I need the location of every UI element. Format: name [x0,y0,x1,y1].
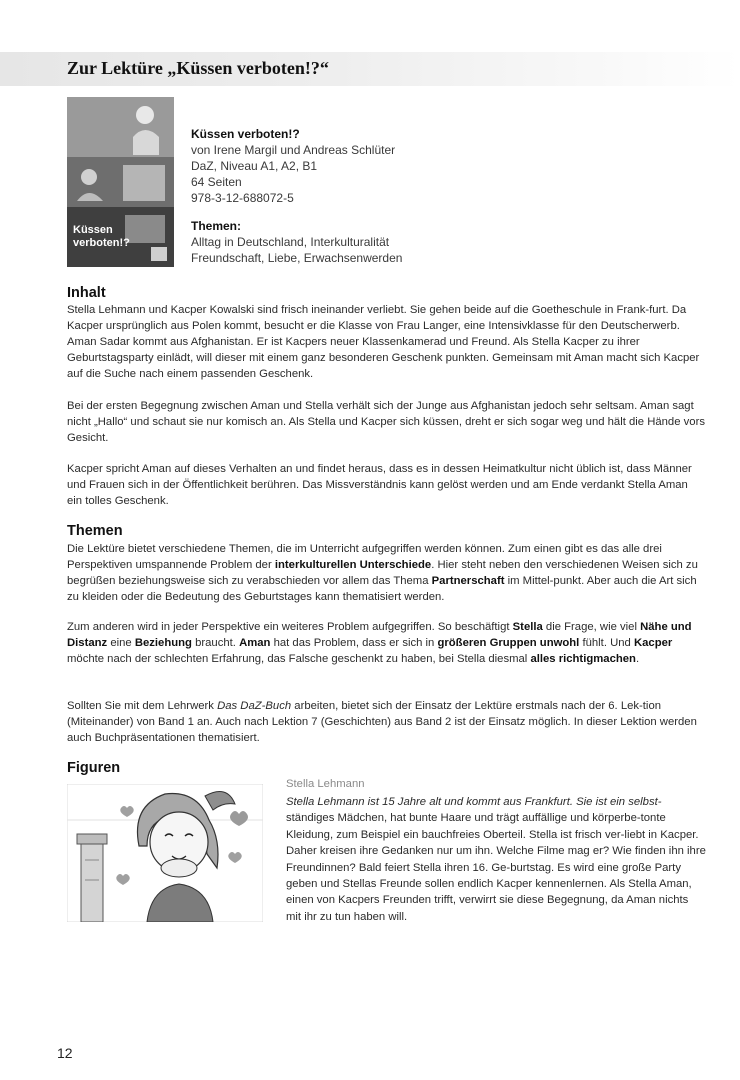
themen-paragraph-2: Zum anderen wird in jeder Perspektive ein weiteres Problem aufgegriffen. So beschäftigt Stella die Frage, wie viel Nähe und Distanz eine Beziehung braucht. Aman hat das Problem, dass er sich in größeren Gruppen unwohl fühlt. Und Kacper möchte nach der schlechten Erfahrung, das Falsche geschenkt zu haben, bei Stella diesmal alles richtigmachen. [67,621,692,665]
book-isbn: 978-3-12-688072-5 [191,191,294,205]
book-cover-image [67,97,174,267]
figuren-heading: Figuren [67,760,121,776]
book-authors: von Irene Margil und Andreas Schlüter [191,143,396,157]
book-level: DaZ, Niveau A1, A2, B1 [191,159,318,173]
book-themes-line-2: Freundschaft, Liebe, Erwachsenwerden [191,251,403,265]
cover-title-line-1: Küssen [73,224,113,236]
book-title: Küssen verboten!? [191,127,300,141]
inhalt-heading: Inhalt [67,285,106,301]
book-themes-heading: Themen: [191,219,242,233]
character-description-stella: Stella Lehmann ist 15 Jahre alt und kommt aus Frankfurt. Sie ist ein selbst-ständiges Mädchen, hat bunte Haare und trägt auffällige und körperbe-tonte Kleidung, zum Beispiel ein bauchfreies Oberteil. Stella ist frisch ver-liebt in Kacper. Daher kreisen ihre Gedanken nur um ihn. Welche Filme mag er? Wie finden ihn ihre Freundinnen? Bald feiert Stella ihren 16. Ge-burtstag. Es wird eine große Party geben und Stellas Freunde sollen endlich Kacper kennenlernen. Als Stella Aman, einen von Kacpers Freunden trifft, verwirrt sie diese Begegnung, da Aman nichts mit ihr zu tun haben will. [286,796,706,923]
inhalt-paragraph-2: Bei der ersten Begegnung zwischen Aman und Stella verhält sich der Junge aus Afghanistan jedoch sehr seltsam. Aman sagt nicht „Hallo“ und schaut sie nur komisch an. Als Stella und Kacper sich küssen, dreht er sich sogar weg und hält die Hände vors Gesicht. [67,400,705,444]
inhalt-paragraph-1: Stella Lehmann und Kacper Kowalski sind frisch ineinander verliebt. Sie gehen beide auf die Goetheschule in Frank-furt. Da Kacper ursprünglich aus Polen kommt, besucht er die Klasse von Frau Langer, eine Intensivklasse für den Deutscherwerb. Aman Sadar kommt aus Afghanistan. Er ist Kacpers neuer Klassenkamerad und Freund. Als Stella Kacper zu ihrer Geburtstagsparty einlädt, will dieser mit einem ganz besonderen Geschenk punkten. Gemeinsam mit Aman macht sich Kacper auf die Suche nach einem passenden Geschenk. [67,304,700,380]
character-name-stella: Stella Lehmann [286,778,365,790]
themen-paragraph-1: Die Lektüre bietet verschiedene Themen, die im Unterricht aufgegriffen werden können. Zum einen gibt es das alle drei Perspektiven umspannende Problem der interkulturellen Unterschiede. Hier steht neben den verschiedenen Weisen sich zu begrüßen beziehungsweise sich zu verabschieden vor allem das Thema Partnerschaft im Mittel-punkt. Aber auch die Art sich zu kleiden oder die Bedeutung des Geburtstages kann thematisiert werden. [67,543,698,603]
themen-paragraph-3: Sollten Sie mit dem Lehrwerk Das DaZ-Buch arbeiten, bietet sich der Einsatz der Lektüre erstmals nach der 6. Lek-tion (Miteinander) von Band 1 an. Auch nach Lektion 7 (Geschichten) aus Band 2 ist der Einsatz möglich. In dieser Lektion werden auch Buchpräsentationen thematisiert. [67,700,697,744]
stella-drawing [67,784,263,922]
book-pages: 64 Seiten [191,175,242,189]
themen-heading: Themen [67,523,123,539]
page-title: Zur Lektüre „Küssen verboten!?“ [67,58,329,78]
page-number: 12 [57,1045,73,1061]
book-info [191,126,402,266]
book-themes-line-1: Alltag in Deutschland, Interkulturalität [191,235,390,249]
term-interkulturelle-unterschiede: interkulturellen Unterschiede [274,559,432,571]
textbook-title: Das DaZ-Buch [217,700,292,712]
cover-title-line-2: verboten!? [73,237,130,249]
stella-illustration [67,784,263,922]
term-partnerschaft: Partnerschaft [431,575,505,587]
inhalt-paragraph-3: Kacper spricht Aman auf dieses Verhalten an und findet heraus, dass es in dessen Heimatkultur nicht üblich ist, dass Männer und Frauen sich in der Öffentlichkeit berühren. Das Missverständnis kann gelöst werden und am Ende verdankt Stella Aman ein tolles Geschenk. [67,463,692,507]
book-cover-illustration [67,97,174,267]
